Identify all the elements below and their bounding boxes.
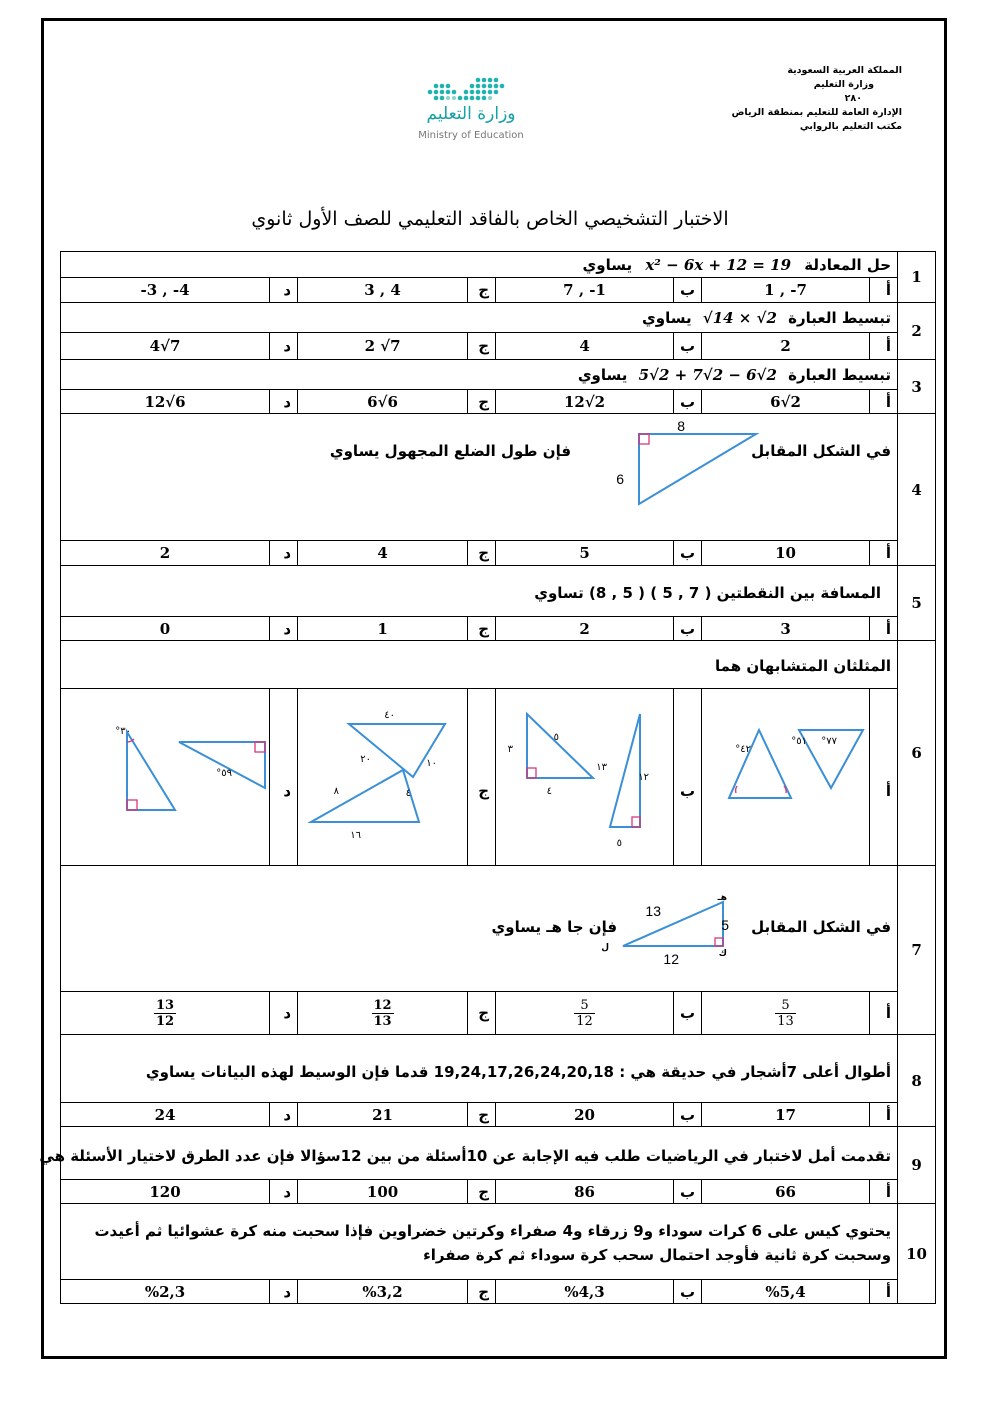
q7-stem-pre: في الشكل المقابل: [751, 918, 892, 936]
option-letter-b: ب: [674, 992, 702, 1035]
option-letter-b: ب: [674, 390, 702, 414]
option-letter-d: د: [270, 992, 298, 1035]
q5-number: 5: [898, 566, 936, 641]
q1-stem-row: [61, 252, 936, 278]
option-letter-a: أ: [870, 541, 898, 566]
option-letter-c: ج: [468, 278, 496, 303]
q4-side-left-label: 6: [616, 471, 624, 487]
q1-option-c[interactable]: 3 , 4: [298, 278, 468, 303]
q3-number: 3: [898, 360, 936, 414]
q3-option-a[interactable]: 6√2: [702, 390, 870, 414]
header-line: المملكة العربية السعودية: [787, 65, 902, 76]
q10-number: 10: [898, 1204, 936, 1304]
q7-vertex-h: هـ: [717, 893, 727, 903]
q4-option-d[interactable]: 2: [61, 541, 270, 566]
q4-number: 4: [898, 414, 936, 566]
logo-arabic-text: وزارة التعليم: [426, 104, 516, 124]
option-letter-d: د: [270, 1180, 298, 1204]
page-title: الاختبار التشخيصي الخاص بالفاقد التعليمي للصف الأول ثانوي: [251, 208, 729, 230]
q9-number: 9: [898, 1127, 936, 1204]
q6-b-side-4: ١٣: [596, 761, 608, 773]
q10-stem-line-1: يحتوي كيس على 6 كرات سوداء و9 زرقاء و4 صفراء وكرتين خضراوين فإذا سحبت منه كرة عشوائيا ثم أعيدت: [94, 1221, 892, 1240]
q1-option-a[interactable]: 1 , -7: [702, 278, 870, 303]
q6-d-angle-1: ٣٠°: [115, 725, 132, 737]
q7-c-denominator: 13: [373, 1013, 392, 1029]
q1-options-row: [61, 278, 936, 303]
option-letter-a: أ: [870, 1180, 898, 1204]
header-line: ٢٨٠: [844, 93, 862, 104]
q6-option-a-figure: [713, 690, 869, 865]
q7-option-b-fraction: [574, 998, 595, 1029]
option-letter-c: ج: [468, 689, 496, 866]
q2-stem-post: يساوي: [642, 308, 692, 327]
q6-c-side-3: ١٠: [426, 757, 438, 769]
q7-option-b[interactable]: [496, 992, 674, 1035]
q6-number: 6: [898, 641, 936, 866]
q1-equation: x² − 6x + 12 = 19: [645, 255, 792, 274]
q10-stem-row: [61, 1204, 936, 1280]
q6-options-row: [61, 689, 936, 866]
option-letter-b: ب: [674, 617, 702, 641]
q8-stem-row: [61, 1035, 936, 1103]
q7-options-row: [61, 992, 936, 1035]
header-line: مكتب التعليم بالروابي: [799, 121, 902, 132]
q6-option-c-figure: [301, 690, 467, 865]
q3-stem-row: [61, 360, 936, 390]
q10-stem: [61, 1204, 898, 1280]
q7-a-numerator: 5: [781, 997, 790, 1013]
q2-option-a[interactable]: 2: [702, 333, 870, 360]
option-letter-a: أ: [870, 617, 898, 641]
q4-triangle: [639, 434, 756, 504]
q5-option-d[interactable]: 0: [61, 617, 270, 641]
q8-stem-text: أطوال أعلى 7أشجار في حديقة هي : 19,24,17,26,24,20,18 قدما فإن الوسيط لهذه البيانات يساوي: [145, 1062, 892, 1081]
q4-side-top-label: 8: [677, 418, 685, 434]
q2-option-d[interactable]: 4√7: [61, 333, 270, 360]
q2-stem: [61, 303, 898, 333]
q3-options-row: [61, 390, 936, 414]
q2-number: 2: [898, 303, 936, 360]
q6-c-side-2: ٢٠: [360, 753, 372, 765]
q8-number: 8: [898, 1035, 936, 1127]
q1-option-b[interactable]: 7 , -1: [496, 278, 674, 303]
option-letter-c: ج: [468, 333, 496, 360]
q6-a-angle-2: ٥١°: [791, 735, 808, 747]
option-letter-d: د: [270, 1103, 298, 1127]
q5-stem: [61, 566, 898, 617]
q5-option-b[interactable]: 2: [496, 617, 674, 641]
q6-c-side-5: ٤: [405, 787, 412, 799]
option-letter-a: أ: [870, 333, 898, 360]
q1-stem: [61, 252, 898, 278]
option-letter-b: ب: [674, 541, 702, 566]
q9-stem: [39, 1127, 898, 1180]
q10-option-b[interactable]: %4,3: [496, 1280, 674, 1304]
option-letter-c: ج: [468, 541, 496, 566]
option-letter-c: ج: [468, 1280, 496, 1304]
q6-b-side-5: ١٢: [638, 771, 650, 783]
q6-option-d[interactable]: [61, 689, 270, 866]
q6-option-b-figure: [497, 690, 673, 865]
option-letter-b: ب: [674, 1280, 702, 1304]
q6-b-side-6: ٥: [616, 837, 623, 849]
questions-table: [39, 251, 936, 1304]
q9-option-d[interactable]: 120: [61, 1180, 270, 1204]
option-letter-c: ج: [468, 390, 496, 414]
q9-options-row: [61, 1180, 936, 1204]
option-letter-d: د: [270, 390, 298, 414]
q2-stem-pre: تبسيط العبارة: [788, 308, 892, 327]
q2-option-b[interactable]: 4: [496, 333, 674, 360]
q10-option-d[interactable]: %2,3: [61, 1280, 270, 1304]
q7-vertex-k: ك: [718, 949, 727, 959]
option-letter-d: د: [270, 689, 298, 866]
q3-stem: [61, 360, 898, 390]
q7-b-numerator: 5: [580, 997, 589, 1013]
q6-option-d-figure: [99, 690, 269, 865]
q4-stem: [61, 414, 898, 541]
q6-c-side-6: ١٦: [350, 829, 362, 841]
q7-a-denominator: 13: [777, 1013, 794, 1029]
option-letter-a: أ: [870, 689, 898, 866]
q9-option-b[interactable]: 86: [496, 1180, 674, 1204]
q7-d-numerator: 13: [155, 997, 175, 1013]
q7-opposite-label: 5: [721, 917, 729, 933]
q4-right-triangle-figure: [616, 418, 761, 510]
q5-stem-text: المسافة بين النقطتين ( 7 , 5 ) ( 5 , 8) تساوي: [534, 584, 882, 602]
q9-option-c[interactable]: 100: [298, 1180, 468, 1204]
q4-options-row: [61, 541, 936, 566]
option-letter-d: د: [270, 617, 298, 641]
q6-option-a[interactable]: [702, 689, 870, 866]
q8-option-b[interactable]: 20: [496, 1103, 674, 1127]
q10-option-a[interactable]: %5,4: [702, 1280, 870, 1304]
q7-d-denominator: 12: [155, 1013, 175, 1029]
option-letter-c: ج: [468, 1103, 496, 1127]
option-letter-a: أ: [870, 992, 898, 1035]
q7-stem-row: [61, 866, 936, 992]
q7-b-denominator: 12: [576, 1013, 593, 1029]
q10-options-row: [61, 1280, 936, 1304]
q7-c-numerator: 12: [373, 997, 392, 1013]
q6-stem: [61, 641, 898, 689]
q7-number: 7: [898, 866, 936, 1035]
option-letter-c: ج: [468, 992, 496, 1035]
q7-vertex-l: ل: [601, 943, 609, 953]
q6-b-side-1: ٥: [553, 731, 560, 743]
q3-option-c[interactable]: 6√6: [298, 390, 468, 414]
q4-stem-post: فإن طول الضلع المجهول يساوي: [329, 442, 572, 460]
q4-option-a[interactable]: 10: [702, 541, 870, 566]
header-line: الإدارة العامة للتعليم بمنطقة الرياض: [731, 107, 902, 118]
option-letter-b: ب: [674, 1103, 702, 1127]
q6-b-side-3: ٤: [546, 785, 553, 797]
q10-stem-line-2: وسحبت كرة ثانية فأوجد احتمال سحب كرة سوداء ثم كرة صفراء: [423, 1245, 892, 1264]
q1-number: 1: [898, 252, 936, 303]
q7-option-a[interactable]: [702, 992, 870, 1035]
option-letter-a: أ: [870, 1103, 898, 1127]
option-letter-a: أ: [870, 278, 898, 303]
option-letter-c: ج: [468, 1180, 496, 1204]
option-letter-b: ب: [674, 1180, 702, 1204]
q6-c-side-1: ٤٠: [384, 709, 396, 721]
q4-option-c[interactable]: 4: [298, 541, 468, 566]
q4-stem-pre: في الشكل المقابل: [751, 442, 892, 460]
q7-option-c-fraction: [372, 998, 394, 1029]
q7-option-c[interactable]: [298, 992, 468, 1035]
q6-option-c[interactable]: [298, 689, 468, 866]
q9-option-a[interactable]: 66: [702, 1180, 870, 1204]
q7-stem: [61, 866, 898, 992]
option-letter-b: ب: [674, 333, 702, 360]
header-line: وزارة التعليم: [813, 79, 874, 90]
q3-stem-post: يساوي: [577, 365, 628, 384]
q3-stem-pre: تبسيط العبارة: [788, 365, 892, 384]
q7-right-triangle-figure: [599, 884, 749, 966]
q2-stem-row: [61, 303, 936, 333]
q6-stem-row: [61, 641, 936, 689]
header-info: [731, 64, 902, 134]
q5-option-c[interactable]: 1: [298, 617, 468, 641]
q4-right-angle-mark: [639, 434, 649, 444]
q7-stem-post: فإن جا هـ يساوي: [491, 918, 618, 936]
q7-adjacent-label: 12: [663, 951, 679, 967]
q8-stem: [61, 1035, 898, 1103]
q9-stem-row: [61, 1127, 936, 1180]
q9-stem-text: تقدمت أمل لاختبار في الرياضيات طلب فيه الإجابة عن 10أسئلة من بين 12سؤالا فإن عدد الطرق لاختيار الأسئلة هي: [39, 1147, 892, 1165]
q10-option-c[interactable]: %3,2: [298, 1280, 468, 1304]
q6-d-angle-2: ٥٩°: [216, 767, 233, 779]
option-letter-c: ج: [468, 617, 496, 641]
option-letter-d: د: [270, 541, 298, 566]
q7-hypotenuse-label: 13: [645, 903, 661, 919]
q8-option-c[interactable]: 21: [298, 1103, 468, 1127]
q2-option-c[interactable]: 2 √7: [298, 333, 468, 360]
q3-option-d[interactable]: 12√6: [61, 390, 270, 414]
q8-options-row: [61, 1103, 936, 1127]
q2-expression: √14 × √2: [702, 308, 777, 327]
q7-option-d-fraction: [154, 998, 176, 1029]
q5-options-row: [61, 617, 936, 641]
q1-stem-pre: حل المعادلة: [804, 255, 892, 274]
q6-a-angle-3: ٧٧°: [821, 735, 838, 747]
q4-stem-row: [61, 414, 936, 541]
q4-option-b[interactable]: 5: [496, 541, 674, 566]
q7-option-a-fraction: [775, 998, 796, 1029]
option-letter-d: د: [270, 278, 298, 303]
q5-option-a[interactable]: 3: [702, 617, 870, 641]
q8-option-d[interactable]: 24: [61, 1103, 270, 1127]
q3-expression: 5√2 + 7√2 − 6√2: [638, 365, 777, 384]
option-letter-b: ب: [674, 278, 702, 303]
q1-option-d[interactable]: -3 , -4: [61, 278, 270, 303]
option-letter-a: أ: [870, 1280, 898, 1304]
q8-option-a[interactable]: 17: [702, 1103, 870, 1127]
option-letter-a: أ: [870, 390, 898, 414]
q6-a-angle-1: ٤٢°: [735, 743, 752, 755]
q5-stem-row: [61, 566, 936, 617]
q6-c-side-4: ٨: [333, 785, 340, 797]
q3-option-b[interactable]: 12√2: [496, 390, 674, 414]
q6-b-side-2: ٣: [507, 743, 514, 755]
logo-english-text: Ministry of Education: [418, 130, 524, 141]
q2-options-row: [61, 333, 936, 360]
q6-option-b[interactable]: [496, 689, 674, 866]
q6-stem-text: المثلثان المتشابهان هما: [715, 657, 892, 675]
option-letter-b: ب: [674, 689, 702, 866]
option-letter-d: د: [270, 1280, 298, 1304]
q7-option-d[interactable]: [61, 992, 270, 1035]
q1-stem-post: يساوي: [582, 255, 633, 274]
option-letter-d: د: [270, 333, 298, 360]
